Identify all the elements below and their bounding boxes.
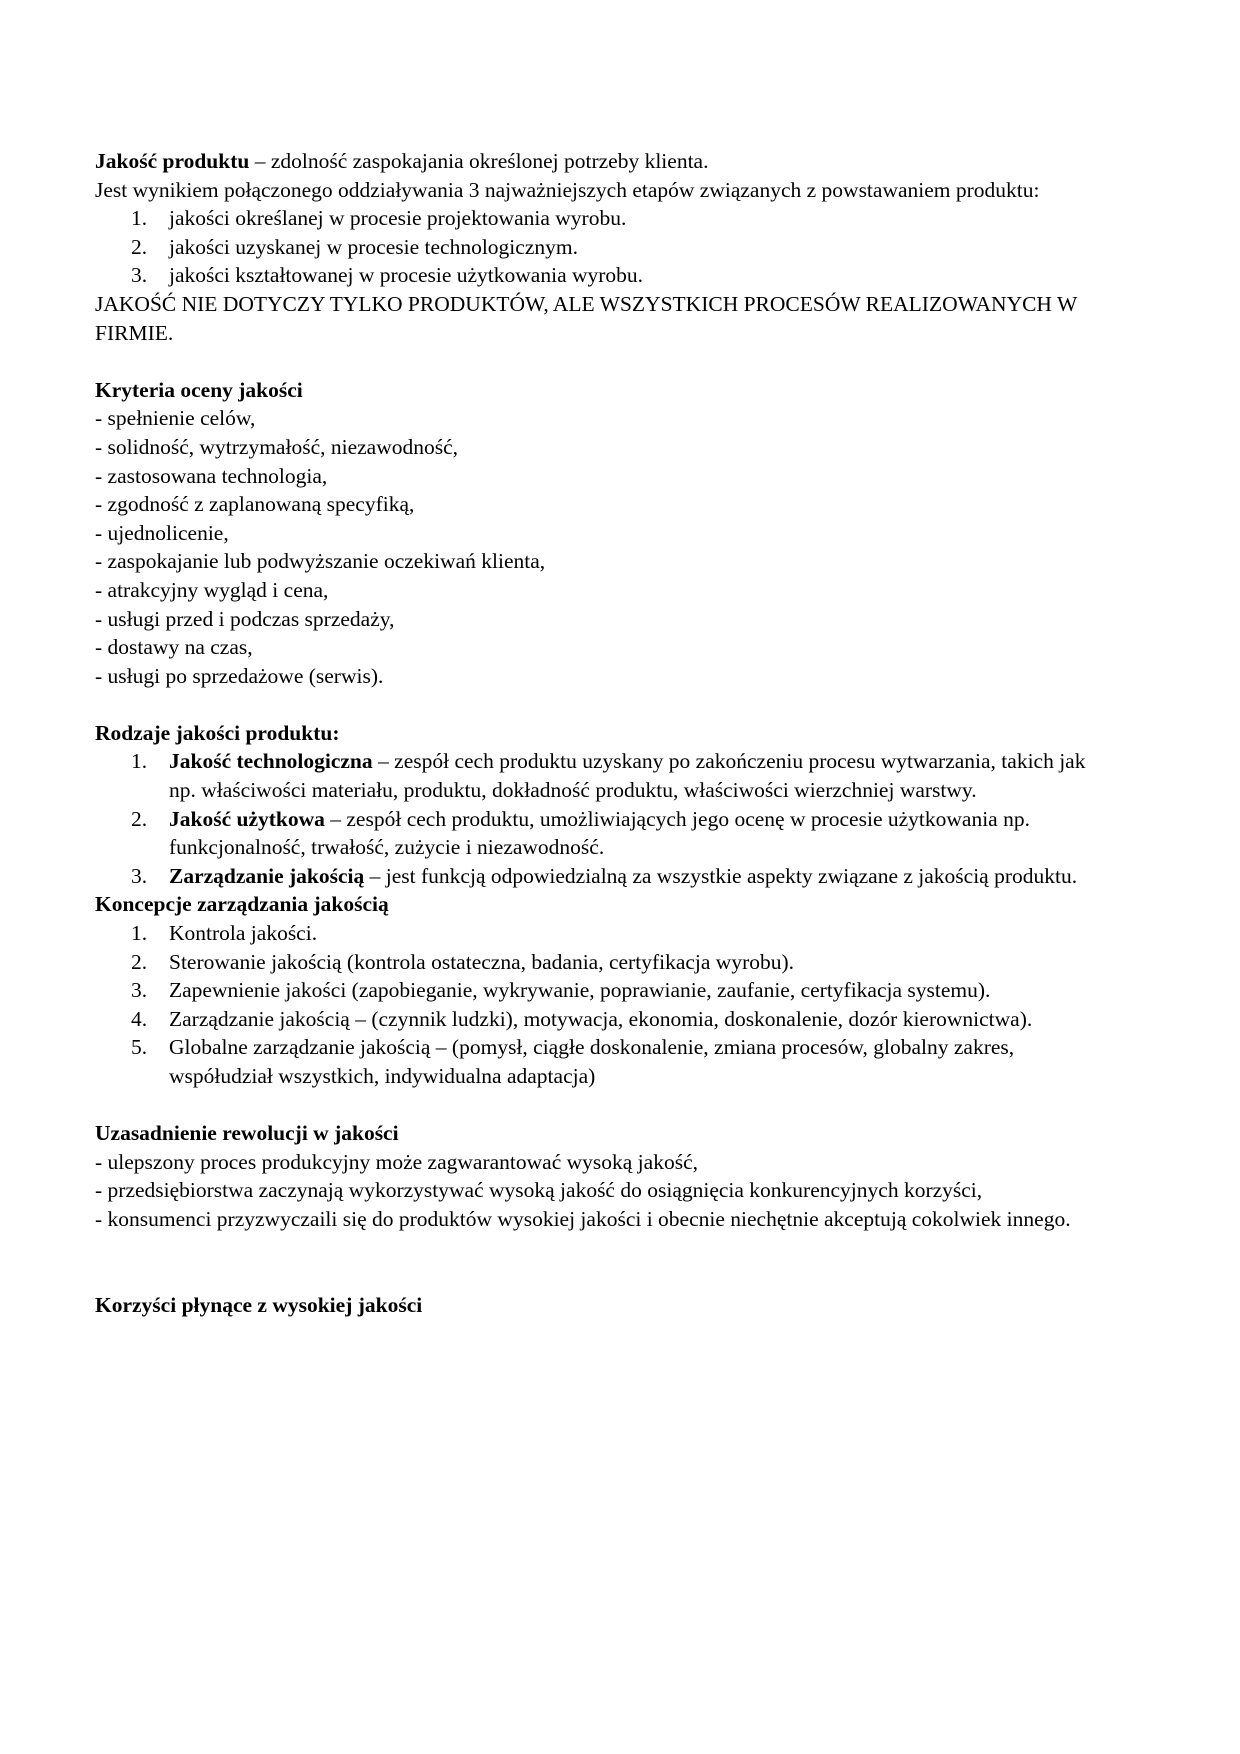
criteria-item: - solidność, wytrzymałość, niezawodność, [95, 434, 459, 459]
list-item [95, 747, 1095, 804]
list-item-term: Jakość technologiczna [169, 749, 373, 774]
document-page [95, 147, 1095, 1319]
list-item-text: Globalne zarządzanie jakością – (pomysł, ciągłe doskonalenie, zmiana procesów, globalny zakres, współudział wszystkich, indywidualna adaptacja) [169, 1035, 1015, 1088]
list-item-text: – zespół cech produktu, umożliwiających jego ocenę w procesie użytkowania np. funkcjonalność, trwałość, zużycie i niezawodność. [169, 806, 1030, 860]
list-number: 2. [131, 234, 148, 259]
list-number: 1. [131, 206, 148, 231]
spacer [95, 1234, 1095, 1291]
list-item-text: Zarządzanie jakością – (czynnik ludzki), motywacja, ekonomia, doskonalenie, dozór kierownictwa). [169, 1006, 1033, 1031]
types-heading [95, 719, 1095, 748]
list-item-text: – zespół cech produktu uzyskany po zakończeniu procesu wytwarzania, takich jak np. właściwości materiału, produktu, dokładność produktu, właściwości wierzchniej warstwy. [169, 749, 1086, 803]
concepts-heading [95, 890, 1095, 919]
criteria-item: - zaspokajanie lub podwyższanie oczekiwań klienta, [95, 549, 546, 574]
list-item [95, 919, 1095, 948]
intro-definition [95, 147, 1095, 176]
intro-result-text: Jest wynikiem połączonego oddziaływania 3 najważniejszych etapów związanych z powstawaniem produktu: [95, 177, 1040, 202]
criteria-item: - spełnienie celów, [95, 406, 256, 431]
list-number: 1. [131, 749, 148, 774]
intro-note: JAKOŚĆ NIE DOTYCZY TYLKO PRODUKTÓW, ALE WSZYSTKICH PROCESÓW REALIZOWANYCH W FIRMIE. [95, 291, 1077, 345]
criteria-item: - zgodność z zaplanowaną specyfiką, [95, 492, 415, 517]
list-item-text: jakości kształtowanej w procesie użytkowania wyrobu. [169, 263, 644, 288]
list-item [95, 976, 1095, 1005]
intro-term: Jakość produktu [95, 149, 250, 173]
list-number: 3. [131, 978, 148, 1003]
list-number: 4. [131, 1006, 148, 1031]
benefits-heading [95, 1291, 1095, 1320]
list-number: 2. [131, 806, 148, 831]
revolution-item: - konsumenci przyzwyczaili się do produktów wysokiej jakości i obecnie niechętnie akceptują cokolwiek innego. [95, 1206, 1071, 1231]
revolution-heading-text: Uzasadnienie rewolucji w jakości [95, 1121, 399, 1146]
intro-list [95, 204, 1095, 290]
spacer [95, 690, 1095, 719]
intro-definition-text: – zdolność zaspokajania określonej potrzeby klienta. [249, 149, 709, 173]
spacer [95, 1091, 1095, 1120]
list-item-text: Sterowanie jakością (kontrola ostateczna, badania, certyfikacja wyrobu). [169, 949, 795, 974]
list-item [95, 1005, 1095, 1034]
list-item [95, 1033, 1095, 1090]
types-list [95, 747, 1095, 890]
benefits-heading-text: Korzyści płynące z wysokiej jakości [95, 1292, 423, 1317]
list-item-text: jakości uzyskanej w procesie technologicznym. [169, 234, 578, 259]
list-item [95, 204, 1095, 233]
list-number: 2. [131, 949, 148, 974]
list-number: 1. [131, 921, 148, 946]
spacer [95, 347, 1095, 376]
types-heading-text: Rodzaje jakości produktu: [95, 720, 340, 745]
list-number: 3. [131, 263, 148, 288]
list-item [95, 805, 1095, 862]
concepts-heading-text: Koncepcje zarządzania jakością [95, 892, 389, 917]
list-number: 3. [131, 863, 148, 888]
list-item-text: – jest funkcją odpowiedzialną za wszystkie aspekty związane z jakością produktu. [364, 863, 1078, 888]
revolution-item: - ulepszony proces produkcyjny może zagwarantować wysoką jakość, [95, 1149, 698, 1174]
list-item [95, 862, 1095, 891]
criteria-item: - usługi przed i podczas sprzedaży, [95, 606, 395, 631]
criteria-item: - atrakcyjny wygląd i cena, [95, 577, 329, 602]
list-item-text: jakości określanej w procesie projektowania wyrobu. [169, 206, 627, 231]
criteria-item: - zastosowana technologia, [95, 463, 328, 488]
list-item [95, 233, 1095, 262]
criteria-item: - ujednolicenie, [95, 520, 229, 545]
criteria-item: - usługi po sprzedażowe (serwis). [95, 663, 384, 688]
list-item-term: Jakość użytkowa [169, 806, 325, 831]
list-item [95, 261, 1095, 290]
criteria-heading-text: Kryteria oceny jakości [95, 377, 303, 402]
list-number: 5. [131, 1035, 148, 1060]
list-item-text: Zapewnienie jakości (zapobieganie, wykrywanie, poprawianie, zaufanie, certyfikacja systemu). [169, 978, 991, 1003]
revolution-heading [95, 1119, 1095, 1148]
criteria-heading [95, 376, 1095, 405]
list-item-term: Zarządzanie jakością [169, 863, 365, 888]
criteria-item: - dostawy na czas, [95, 635, 253, 660]
revolution-item: - przedsiębiorstwa zaczynają wykorzystywać wysoką jakość do osiągnięcia konkurencyjnych korzyści, [95, 1178, 983, 1203]
list-item [95, 948, 1095, 977]
concepts-list [95, 919, 1095, 1091]
list-item-text: Kontrola jakości. [169, 921, 318, 946]
